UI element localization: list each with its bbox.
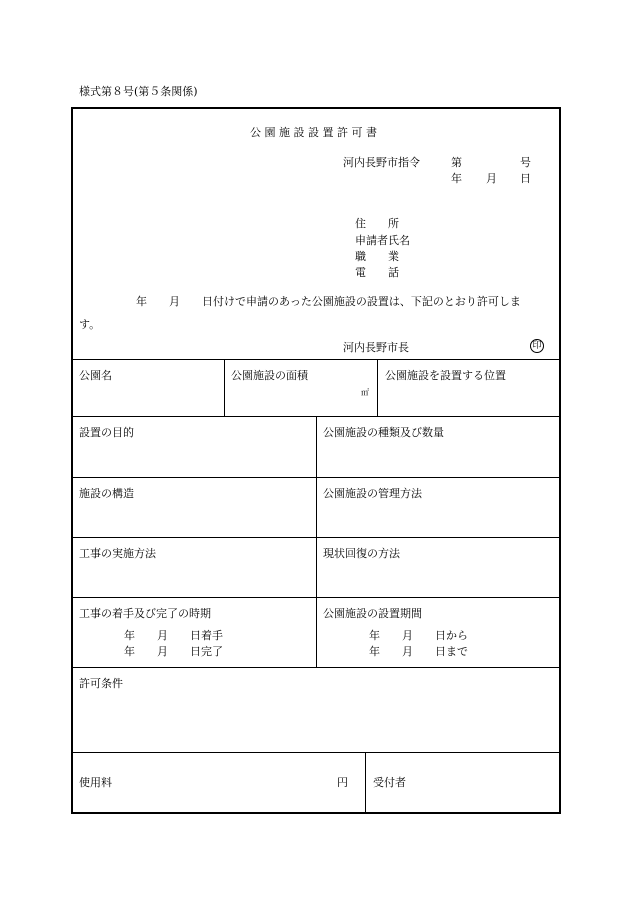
management-label: 公園施設の管理方法: [323, 487, 422, 500]
divider: [224, 359, 225, 416]
construction-period-label: 工事の着手及び完了の時期: [79, 607, 211, 620]
from-date-line: 年 月 日から: [369, 629, 468, 642]
divider: [71, 359, 561, 360]
purpose-label: 設置の目的: [79, 426, 134, 439]
installation-period-label: 公園施設の設置期間: [323, 607, 422, 620]
structure-label: 施設の構造: [79, 487, 134, 500]
divider: [71, 752, 561, 753]
order-dai: 第: [451, 156, 462, 169]
facility-location-label: 公園施設を設置する位置: [385, 369, 506, 382]
kind-quantity-label: 公園施設の種類及び数量: [323, 426, 444, 439]
issuer: 河内長野市長: [343, 341, 409, 354]
applicant-address: 住 所: [355, 217, 399, 230]
fee-label: 使用料: [79, 776, 112, 789]
order-go: 号: [520, 156, 531, 169]
body-text: 年 月 日付けで申請のあった公園施設の設置は、下記のとおり許可しま: [136, 295, 521, 308]
construction-method-label: 工事の実施方法: [79, 547, 156, 560]
divider: [71, 667, 561, 668]
applicant-occupation: 職 業: [355, 250, 399, 263]
receiver-label: 受付者: [373, 776, 406, 789]
date-year: 年: [451, 172, 462, 185]
divider: [316, 416, 317, 667]
park-name-label: 公園名: [79, 369, 112, 382]
divider: [377, 359, 378, 416]
end-date-line: 年 月 日完了: [124, 645, 223, 658]
form-title: 公 園 施 設 設 置 許 可 書: [250, 126, 377, 139]
conditions-label: 許可条件: [79, 677, 123, 690]
restoration-label: 現状回復の方法: [323, 547, 400, 560]
date-month: 月: [486, 172, 497, 185]
seal-mark: 印: [530, 339, 544, 353]
applicant-phone: 電 話: [355, 266, 399, 279]
order-prefix: 河内長野市指令: [343, 156, 420, 169]
form-number: 様式第８号(第５条関係): [79, 85, 198, 98]
yen-unit: 円: [337, 776, 348, 789]
until-date-line: 年 月 日まで: [369, 645, 468, 658]
date-day: 日: [520, 172, 531, 185]
area-unit: ㎡: [361, 388, 369, 397]
start-date-line: 年 月 日着手: [124, 629, 223, 642]
divider: [365, 752, 366, 813]
facility-area-label: 公園施設の面積: [231, 369, 308, 382]
body-text-end: す。: [79, 318, 101, 331]
applicant-name: 申請者氏名: [355, 234, 410, 247]
